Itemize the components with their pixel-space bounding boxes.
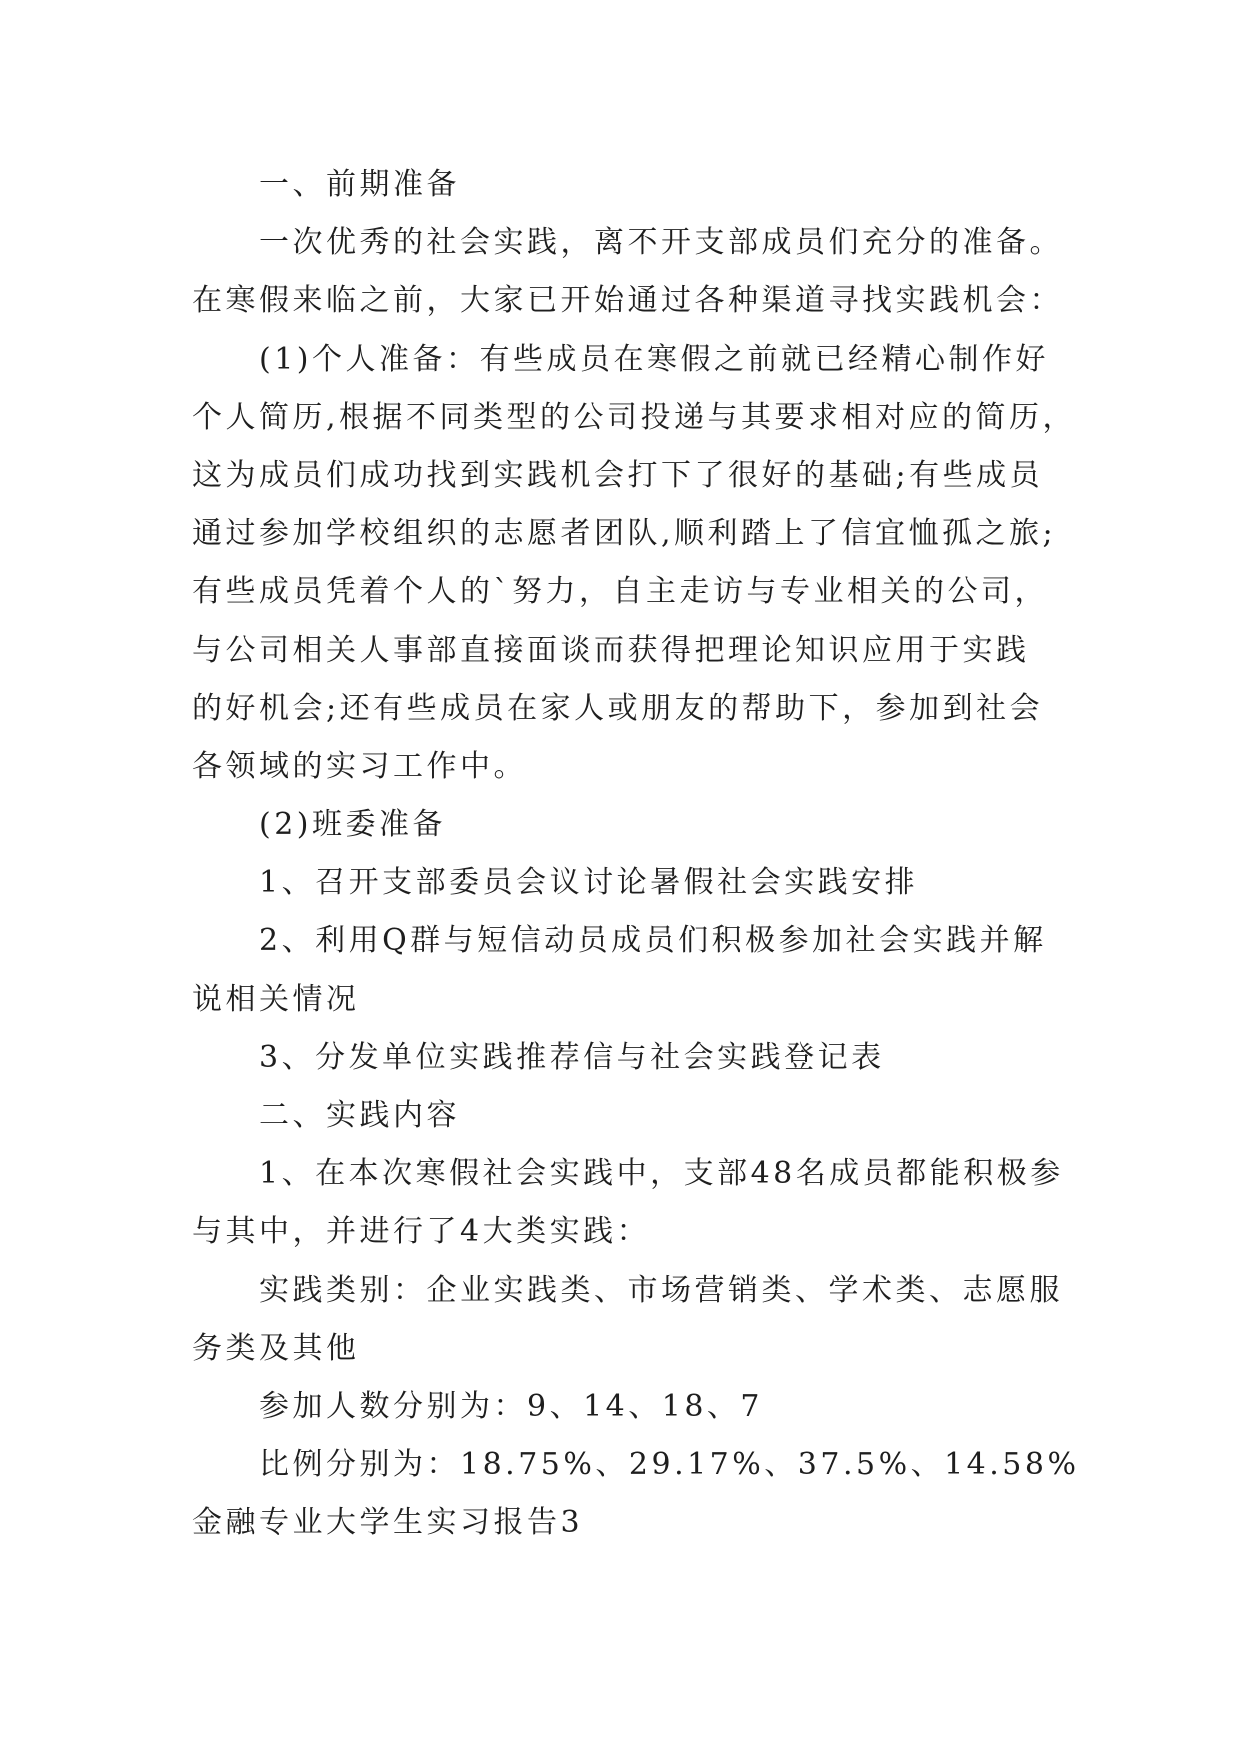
list-item-continuation: 说相关情况 bbox=[192, 981, 360, 1017]
list-item: 1、在本次寒假社会实践中，支部48名成员都能积极参 bbox=[259, 1156, 1064, 1192]
paragraph-line: 各领域的实习工作中。 bbox=[192, 748, 527, 784]
participant-ratios: 比例分别为：18.75%、29.17%、37.5%、14.58% bbox=[259, 1447, 1080, 1483]
list-item: 3、分发单位实践推荐信与社会实践登记表 bbox=[259, 1039, 885, 1075]
paragraph-line: 个人简历,根据不同类型的公司投递与其要求相对应的简历， bbox=[192, 399, 1077, 435]
paragraph-line: 的好机会;还有些成员在家人或朋友的帮助下，参加到社会 bbox=[192, 690, 1044, 726]
paragraph-line: 这为成员们成功找到实践机会打下了很好的基础;有些成员 bbox=[192, 457, 1044, 493]
paragraph-line: 在寒假来临之前，大家已开始通过各种渠道寻找实践机会： bbox=[192, 283, 1063, 319]
next-report-title: 金融专业大学生实习报告3 bbox=[192, 1505, 584, 1541]
list-item-continuation: 与其中，并进行了4大类实践： bbox=[192, 1214, 651, 1250]
document-body bbox=[192, 156, 1152, 1553]
paragraph-line: 有些成员凭着个人的`努力，自主走访与专业相关的公司， bbox=[192, 574, 1048, 610]
section-heading: 一、前期准备 bbox=[259, 167, 460, 202]
list-item: 1、召开支部委员会议讨论暑假社会实践安排 bbox=[259, 865, 919, 901]
subsection-heading: (2)班委准备 bbox=[259, 807, 446, 843]
paragraph-line: 务类及其他 bbox=[192, 1330, 360, 1366]
participant-counts: 参加人数分别为：9、14、18、7 bbox=[259, 1388, 764, 1424]
paragraph-line: 通过参加学校组织的志愿者团队,顺利踏上了信宜恤孤之旅; bbox=[192, 516, 1057, 552]
paragraph-line: 一次优秀的社会实践，离不开支部成员们充分的准备。 bbox=[259, 225, 1063, 261]
section-heading: 二、实践内容 bbox=[259, 1098, 460, 1133]
paragraph-line: (1)个人准备：有些成员在寒假之前就已经精心制作好 bbox=[259, 341, 1049, 377]
paragraph-line: 与公司相关人事部直接面谈而获得把理论知识应用于实践 bbox=[192, 632, 1030, 668]
paragraph-line: 实践类别：企业实践类、市场营销类、学术类、志愿服 bbox=[259, 1272, 1063, 1308]
list-item: 2、利用Q群与短信动员成员们积极参加社会实践并解 bbox=[259, 923, 1047, 959]
